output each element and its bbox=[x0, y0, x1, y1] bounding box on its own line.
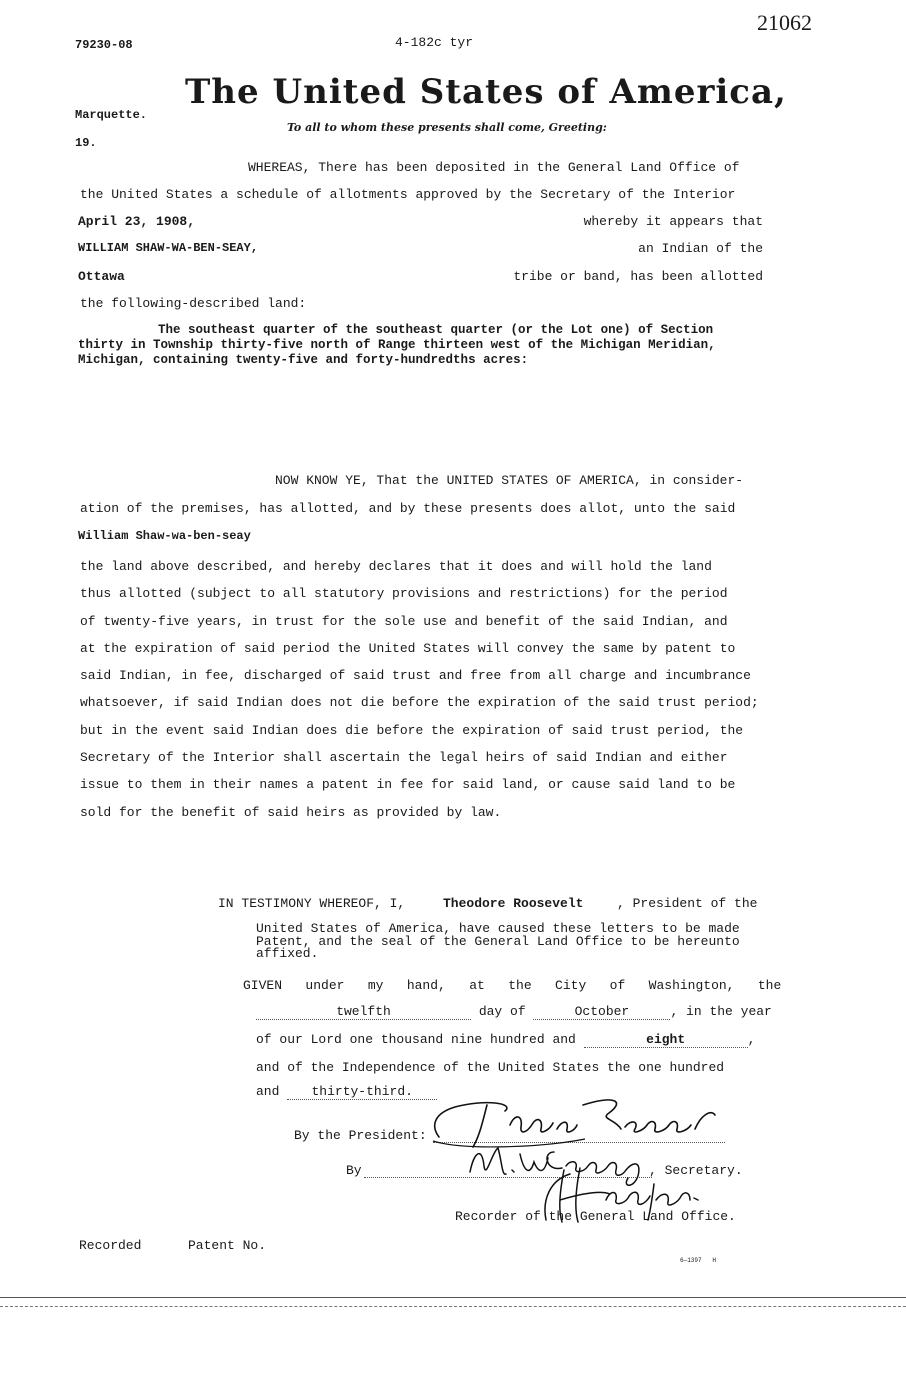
body-line: whatsoever, if said Indian does not die before the expiration of the said trust period; bbox=[80, 695, 759, 711]
footer-divider-bottom bbox=[0, 1306, 906, 1307]
body-line: the land above described, and hereby declares that it does and will hold the land bbox=[80, 559, 712, 574]
print-code: 6—1397 H bbox=[680, 1257, 717, 1264]
by-label: By bbox=[346, 1163, 362, 1178]
testimony-lead-tail: , President of the bbox=[617, 896, 758, 911]
recorded-label: Recorded bbox=[79, 1238, 142, 1253]
testimony-line: affixed. bbox=[256, 946, 319, 961]
testimony-block bbox=[256, 923, 740, 961]
greeting-line: To all to whom these presents shall come, Greeting: bbox=[287, 121, 607, 134]
body-line: Secretary of the Interior shall ascertain the legal heirs of said Indian and either bbox=[80, 750, 728, 766]
our-lord-label: of our Lord one thousand nine hundred and bbox=[256, 1032, 576, 1047]
body-line: sold for the benefit of said heirs as provided by law. bbox=[80, 804, 502, 820]
land-office-number: 19. bbox=[75, 136, 97, 150]
serial-number: 79230-08 bbox=[75, 38, 133, 52]
year-line bbox=[256, 1032, 755, 1048]
president-name: Theodore Roosevelt bbox=[443, 896, 584, 911]
know-ye-line-2: ation of the premises, has allotted, and by these presents does allot, unto the said bbox=[80, 501, 736, 516]
form-code: 4-182c tyr bbox=[395, 35, 474, 50]
independence-line: and of the Independence of the United States the one hundred bbox=[256, 1060, 725, 1075]
allottee-name: WILLIAM SHAW-WA-BEN-SEAY, bbox=[78, 241, 259, 255]
independence-year-field: thirty-third. bbox=[287, 1084, 437, 1100]
body-line: issue to them in their names a patent in fee for said land, or cause said land to be bbox=[80, 777, 736, 793]
whereas-line-6: the following-described land: bbox=[80, 296, 307, 311]
land-description bbox=[78, 323, 716, 368]
and-label: and bbox=[256, 1084, 280, 1099]
land-description-line: thirty in Township thirty-five north of Range thirteen west of the Michigan Meridian, bbox=[78, 338, 716, 352]
footer-divider-top bbox=[0, 1297, 906, 1298]
tribe-name: Ottawa bbox=[78, 269, 125, 284]
body-line: but in the event said Indian does die before the expiration of said trust period, the bbox=[80, 722, 744, 738]
body-line: of twenty-five years, in trust for the sole use and benefit of the said Indian, and bbox=[80, 613, 728, 629]
whereas-line-2: the United States a schedule of allotments approved by the Secretary of the Interior bbox=[80, 187, 736, 202]
month-field: October bbox=[533, 1004, 670, 1020]
day-field: twelfth bbox=[256, 1004, 471, 1020]
tribe-tail: tribe or band, has been allotted bbox=[513, 269, 763, 284]
grantee-name: William Shaw-wa-ben-seay bbox=[78, 529, 251, 543]
document-number-stamp: 21062 bbox=[757, 10, 812, 35]
date-line bbox=[256, 1004, 772, 1020]
year-field: eight bbox=[584, 1032, 748, 1048]
land-office-name: Marquette. bbox=[75, 108, 148, 122]
approval-date: April 23, 1908, bbox=[78, 214, 196, 229]
testimony-line: United States of America, have caused these letters to be made bbox=[256, 921, 740, 936]
in-year-label: , in the year bbox=[670, 1004, 772, 1019]
testimony-line: Patent, and the seal of the General Land Office to be hereunto bbox=[256, 933, 740, 949]
by-the-president-label: By the President: bbox=[294, 1128, 427, 1143]
day-of-label: day of bbox=[478, 1004, 526, 1019]
secretary-label: , Secretary. bbox=[649, 1163, 743, 1178]
independence-year-line bbox=[256, 1084, 437, 1100]
body-line: at the expiration of said period the United States will convey the same by patent to bbox=[80, 640, 736, 656]
whereas-date-tail: whereby it appears that bbox=[583, 214, 763, 229]
testimony-lead: IN TESTIMONY WHEREOF, I, bbox=[218, 896, 406, 911]
body-line: said Indian, in fee, discharged of said trust and free from all charge and incumbrance bbox=[80, 668, 751, 684]
know-ye-line-1: NOW KNOW YE, That the UNITED STATES OF AMERICA, in consider- bbox=[275, 473, 744, 488]
whereas-line-1: WHEREAS, There has been deposited in the General Land Office of bbox=[248, 160, 740, 175]
land-description-line: Michigan, containing twenty-five and forty-hundredths acres: bbox=[78, 353, 529, 367]
allottee-tail: an Indian of the bbox=[638, 241, 763, 256]
year-tail: , bbox=[747, 1032, 756, 1047]
recorder-label: Recorder of the General Land Office. bbox=[455, 1209, 736, 1224]
body-line: thus allotted (subject to all statutory provisions and restrictions) for the period bbox=[80, 586, 728, 602]
trust-terms-body bbox=[80, 553, 759, 826]
document-title: The United States of America, bbox=[185, 72, 787, 112]
land-description-line: The southeast quarter of the southeast quarter (or the Lot one) of Section bbox=[158, 323, 714, 337]
patent-number-label: Patent No. bbox=[188, 1238, 267, 1253]
given-line: GIVEN under my hand, at the City of Washington, the bbox=[243, 978, 782, 993]
